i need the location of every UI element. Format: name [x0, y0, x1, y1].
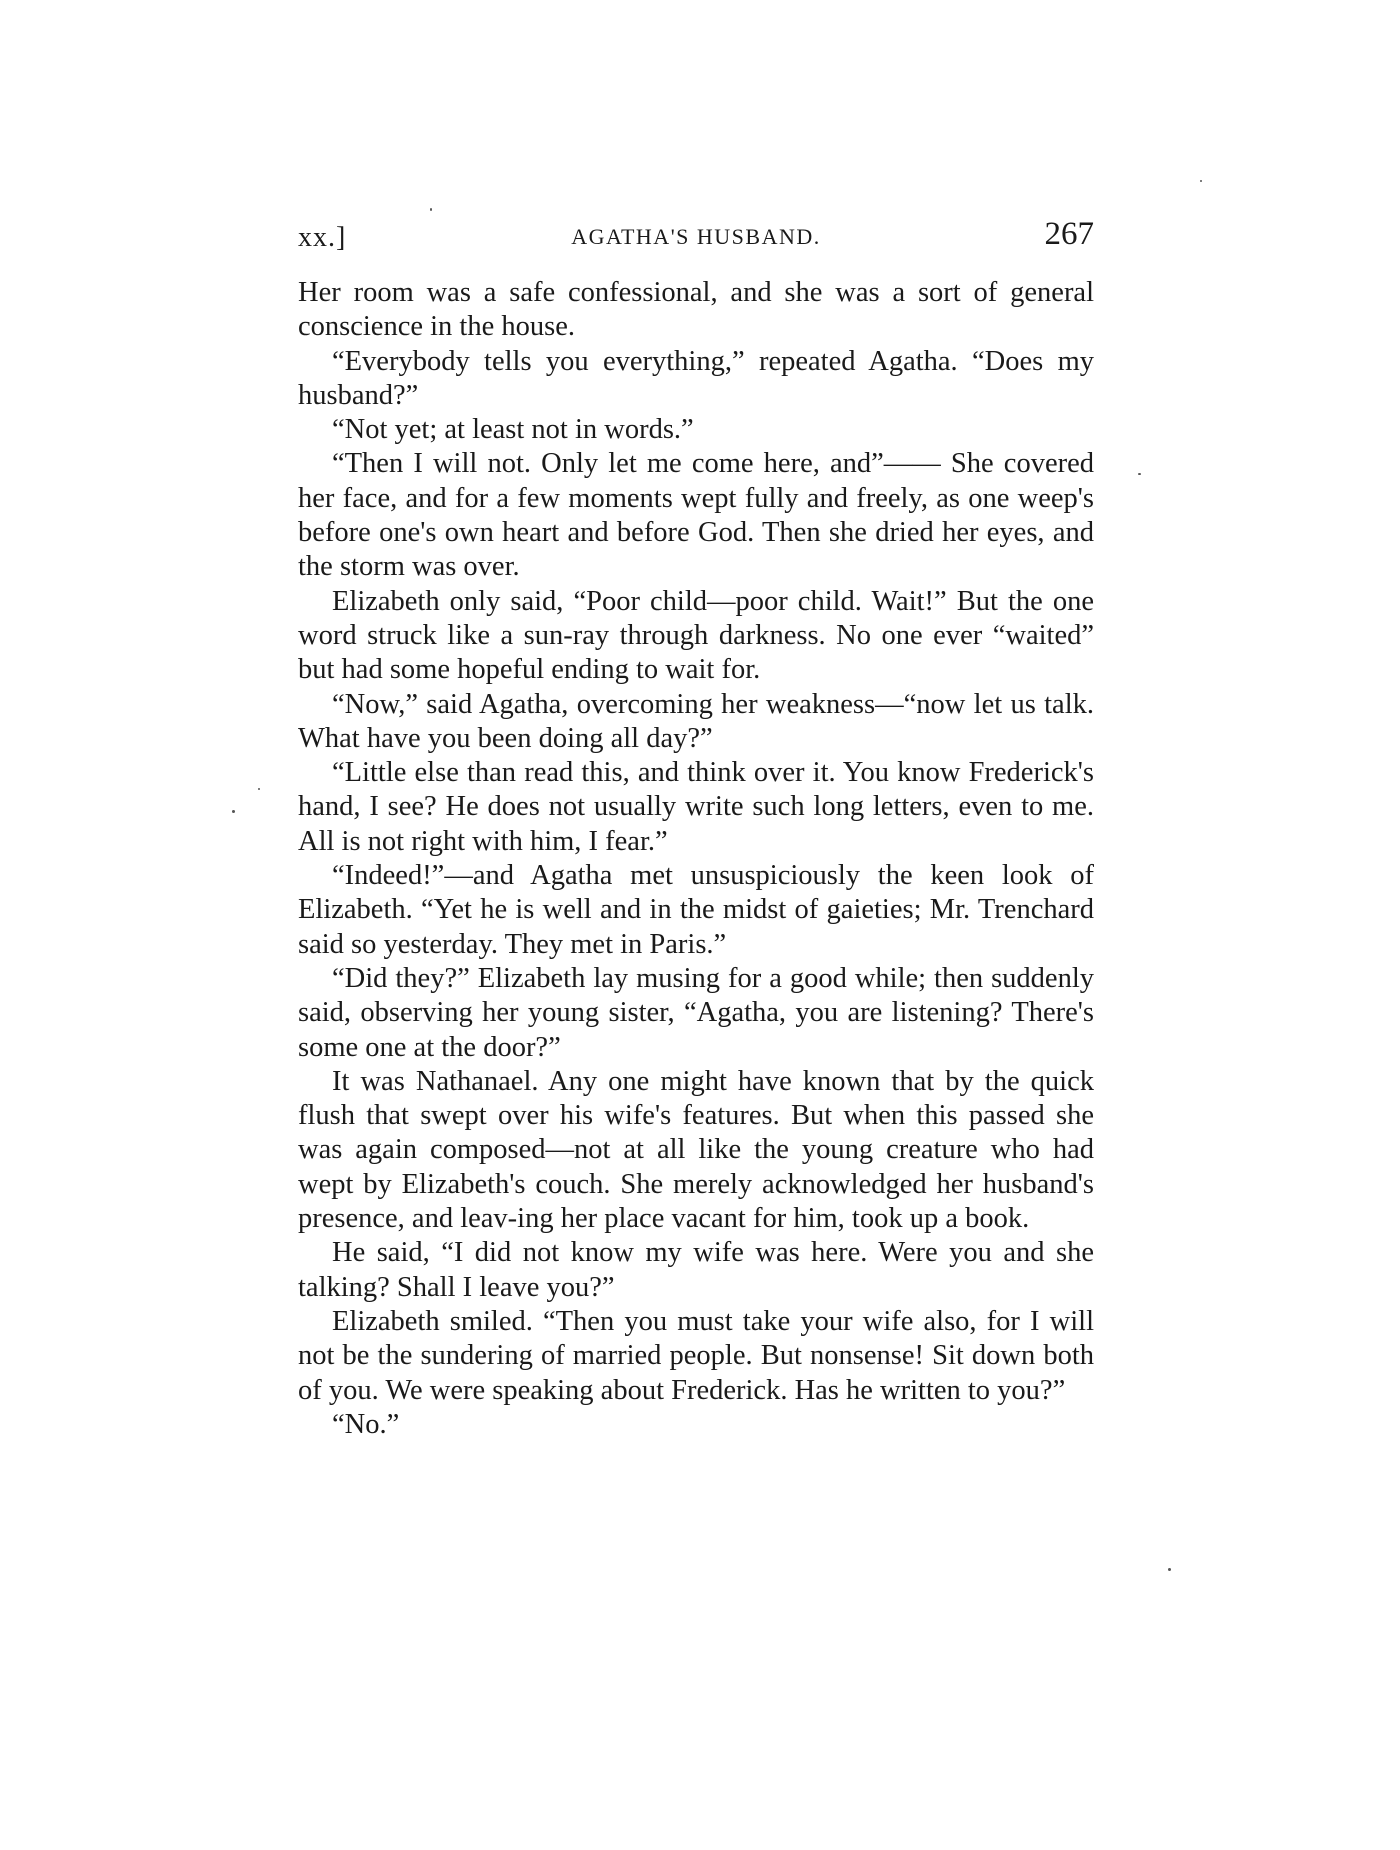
- running-title: AGATHA'S HUSBAND.: [571, 224, 821, 249]
- paragraph: “No.”: [332, 1408, 400, 1440]
- paragraph: Elizabeth smiled. “Then you must take your wife also, for I will not be the sundering of married people. But nonsense! Sit down both of you. We were speaking about Frederick. Has he written to you?”: [298, 1305, 1094, 1406]
- scan-speck: [1200, 180, 1202, 182]
- scan-speck: [1138, 473, 1141, 475]
- paragraph: “Did they?” Elizabeth lay musing for a good while; then suddenly said, observing her young sister, “Agatha, you are listening? There's some one at the door?”: [298, 962, 1094, 1063]
- paragraph: “Little else than read this, and think over it. You know Frederick's hand, I see? He does not usually write such long letters, even to me. All is not right with him, I fear.”: [298, 757, 1094, 857]
- paragraph: “Then I will not. Only let me come here, and”—— She covered her face, and for a few moments wept fully and freely, as one weep's before one's own heart and before God. Then she dried her eyes, and the storm was over.: [298, 448, 1094, 583]
- paragraph: He said, “I did not know my wife was here. Were you and she talking? Shall I leave you?”: [298, 1237, 1094, 1303]
- scan-speck: [258, 788, 260, 790]
- paragraph: Her room was a safe confessional, and she was a sort of general conscience in the house.: [298, 277, 1094, 343]
- chapter-number: xx.]: [298, 222, 347, 253]
- paragraph: Elizabeth only said, “Poor child—poor child. Wait!” But the one word struck like a sun-ray through darkness. No one ever “waited” but had some hopeful ending to wait for.: [298, 585, 1094, 686]
- scan-speck: [232, 810, 235, 813]
- paragraph: “Indeed!”—and Agatha met unsuspiciously the keen look of Elizabeth. “Yet he is well and in the midst of gaieties; Mr. Trenchard said so yesterday. They met in Paris.”: [298, 860, 1094, 960]
- running-header: [298, 216, 1094, 256]
- paragraph: It was Nathanael. Any one might have known that by the quick flush that swept over his wife's features. But when this passed she was again composed—not at all like the young creature who had wept by Elizabeth's couch. She merely acknowledged her husband's presence, and leav-ing her place vacant for him, took up a book.: [298, 1065, 1094, 1235]
- body-text: [298, 276, 1094, 1442]
- page-number: 267: [1044, 216, 1094, 252]
- paragraph: “Now,” said Agatha, overcoming her weakness—“now let us talk. What have you been doing all day?”: [298, 688, 1094, 754]
- scan-speck: [1168, 1568, 1171, 1571]
- paragraph: “Not yet; at least not in words.”: [332, 414, 694, 446]
- scan-speck: [430, 208, 432, 211]
- paragraph: “Everybody tells you everything,” repeated Agatha. “Does my husband?”: [298, 345, 1094, 411]
